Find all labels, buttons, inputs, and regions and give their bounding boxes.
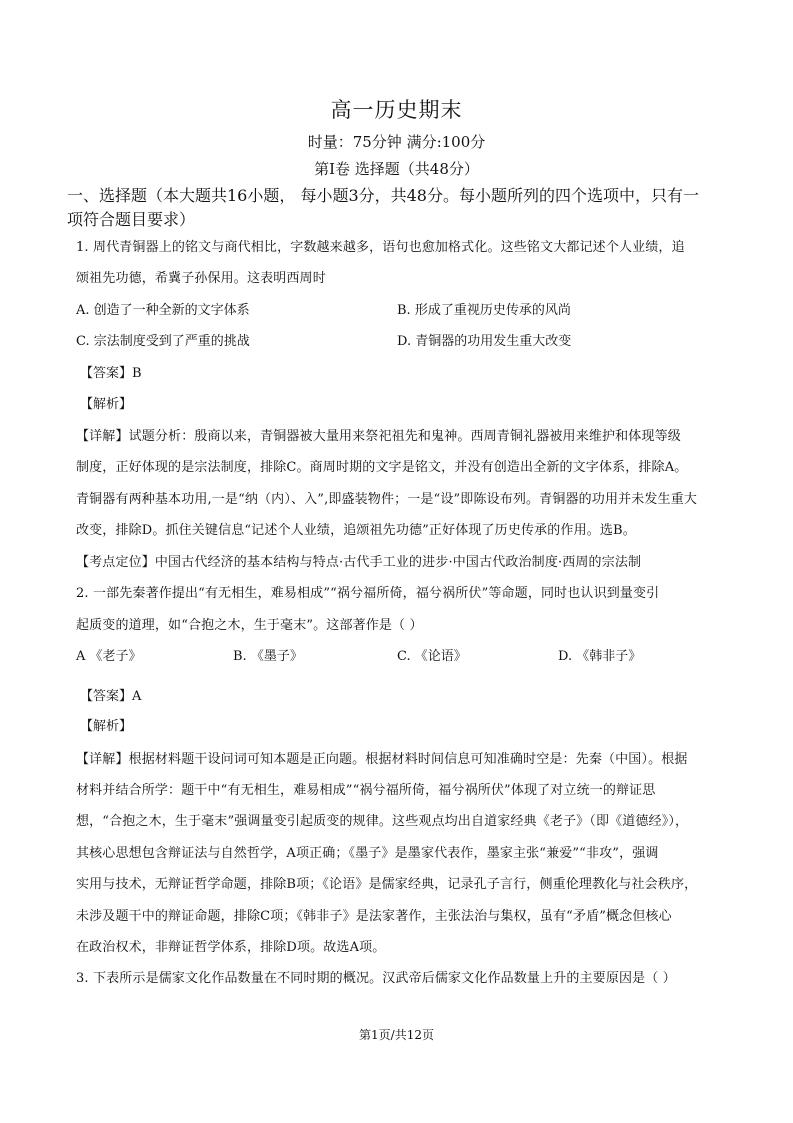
q1-detail-line: 制度，正好体现的是宗法制度，排除C。商周时期的文字是铭文，并没有创造出全新的文字体系，排除A。 — [76, 460, 688, 475]
q2-detail-line: 想，“合抱之木，生于毫末”强调量变引起质变的规律。这些观点均出自道家经典《老子》（即《道德经》）， — [76, 814, 689, 829]
exam-time-info: 时量：75分钟 满分:100分 — [307, 133, 486, 151]
q1-detail-line: 青铜器有两种基本功用,一是“纳（内）、入”,即盛装物件；一是“设”即陈设布列。青铜器的功用并未发生重大 — [76, 492, 697, 507]
q1-stem-line: 颂祖先功德，希冀子孙保用。这表明西周时 — [76, 271, 326, 286]
volume-heading: 第Ⅰ卷 选择题（共48分） — [314, 160, 479, 178]
q1-option-d: D. 青铜器的功用发生重大改变 — [397, 334, 572, 349]
q2-detail-line: 【详解】根据材料题干设问词可知本题是正向题。根据材料时间信息可知准确时空是：先秦（中国）。根据 — [76, 752, 688, 767]
q2-answer: 【答案】A — [80, 689, 142, 704]
q2-detail-line: 在政治权术，非辩证哲学体系，排除D项。故选A项。 — [76, 940, 386, 955]
q1-option-b: B. 形成了重视历史传承的风尚 — [397, 303, 571, 318]
exam-title: 高一历史期末 — [330, 98, 463, 122]
q1-kaodian: 【考点定位】中国古代经济的基本结构与特点·古代手工业的进步·中国古代政治制度·西周的宗法制 — [76, 555, 642, 570]
q2-detail-line: 未涉及题干中的辩证命题，排除C项；《韩非子》是法家著作，主张法治与集权，虽有“矛盾”概念但核心 — [76, 909, 672, 924]
q2-option-d: D. 《韩非子》 — [558, 649, 642, 664]
q2-detail-line: 实用与技术，无辩证哲学命题，排除B项；《论语》是儒家经典，记录孔子言行，侧重伦理教化与社会秩序， — [76, 877, 698, 892]
q2-detail-line: 材料并结合所学：题干中“有无相生，难易相成”“祸兮福所倚，福兮祸所伏”体现了对立统一的辩证思 — [76, 783, 656, 798]
q1-stem-line: 1. 周代青铜器上的铭文与商代相比，字数越来越多，语句也愈加格式化。这些铭文大都记述个人业绩，追 — [76, 240, 685, 255]
q1-detail-line: 【详解】试题分析：殷商以来，青铜器被大量用来祭祀祖先和鬼神。西周青铜礼器被用来维护和体现等级 — [76, 429, 681, 444]
q1-option-c: C. 宗法制度受到了严重的挑战 — [76, 334, 250, 349]
q2-stem-line: 起质变的道理，如“合抱之木，生于毫末”。这部著作是（ ） — [76, 618, 423, 633]
q2-detail-line: 其核心思想包含辩证法与自然哲学，A项正确；《墨子》是墨家代表作，墨家主张“兼爱”“非攻”，强调 — [76, 846, 659, 861]
q1-answer: 【答案】B — [80, 366, 142, 381]
q1-analysis-label: 【解析】 — [80, 397, 133, 412]
section-instruction-line-2: 项符合题目要求） — [67, 210, 196, 229]
page-number: 第1页/共12页 — [359, 1028, 434, 1042]
q1-detail-line: 改变，排除D。抓住关键信息“记述个人业绩，追颂祖先功德”正好体现了历史传承的作用。选B。 — [76, 523, 636, 538]
q3-stem-line: 3. 下表所示是儒家文化作品数量在不同时期的概况。汉武帝后儒家文化作品数量上升的主要原因是（ ） — [76, 971, 676, 986]
q2-option-c: C. 《论语》 — [397, 649, 467, 664]
q2-analysis-label: 【解析】 — [80, 719, 133, 734]
section-instruction-line-1: 一、选择题（本大题共16小题， 每小题3分，共48分。每小题所列的四个选项中，只有一 — [67, 186, 699, 205]
q2-option-b: B. 《墨子》 — [233, 649, 303, 664]
q2-option-a: A 《老子》 — [76, 649, 142, 664]
q1-option-a: A. 创造了一种全新的文字体系 — [76, 303, 250, 318]
q2-stem-line: 2. 一部先秦著作提出“有无相生，难易相成”“祸兮福所倚，福兮祸所伏”等命题，同时也认识到量变引 — [76, 586, 660, 601]
